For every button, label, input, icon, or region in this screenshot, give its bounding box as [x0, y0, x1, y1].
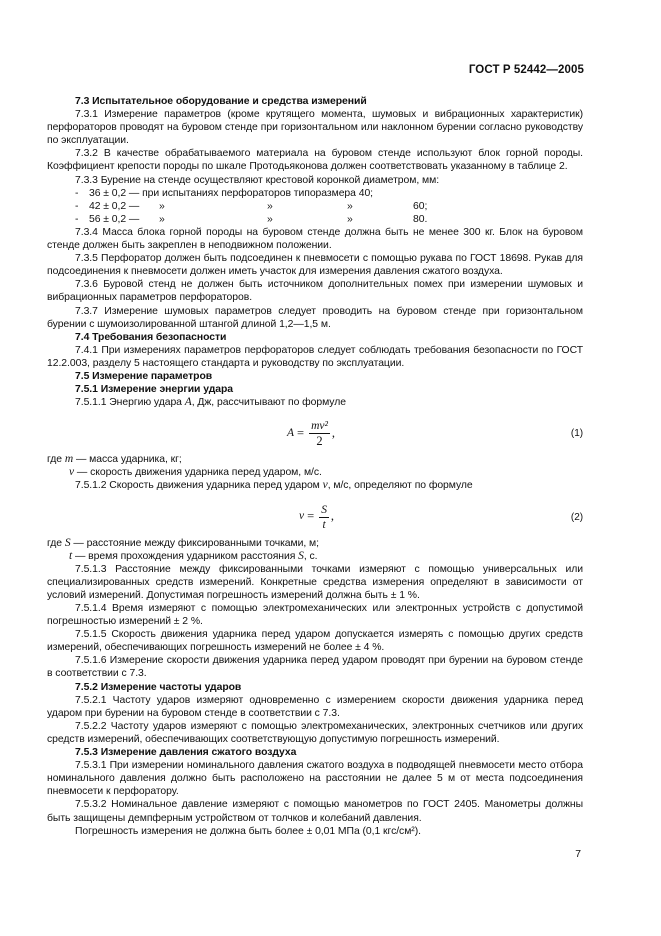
paragraph-7-3-4: 7.3.4 Масса блока горной породы на буровом стенде должна быть не менее 300 кг. Блок на буровом стенде должен быть закреплен в неподвижном положении. [47, 226, 583, 252]
paragraph-7-5-1-2: 7.5.1.2 Скорость движения ударника перед ударом v, м/с, определяют по формуле [75, 479, 473, 492]
formula-1-fraction: $\frac{\text{mv²}}{2}$ [311, 420, 328, 449]
section-7-5-heading: 7.5 Измерение параметров [75, 370, 213, 382]
formula-1 [47, 415, 583, 449]
formula-1-expression: A = $\frac{\text{mv²}}{2}$ , [287, 420, 335, 449]
section-7-5-3-heading: 7.5.3 Измерение давления сжатого воздуха [75, 747, 297, 759]
legend-time: t — время прохождения ударником расстояния S, с. [69, 549, 318, 562]
legend-velocity: v — скорость движения ударника перед ударом, м/с. [69, 466, 322, 479]
diameter-list-item-2: - 42 ± 0,2 — » » » 60; [75, 200, 428, 212]
diameter-list-item-1: - 36 ± 0,2 — при испытаниях перфораторов типоразмера 40; [75, 187, 374, 199]
legend-mass: где m — масса ударника, кг; [47, 453, 182, 466]
paragraph-7-5-2-1: 7.5.2.1 Частоту ударов измеряют одновременно с измерением скорости движения ударника перед ударом при бурении на буровом стенде в соответствии с 7.3. [47, 694, 583, 719]
paragraph-7-3-1: 7.3.1 Измерение параметров (кроме крутящего момента, шумовых и вибрационных характеристик) перфораторов проводят на буровом стенде при горизонтальном или наклонном бурении согласно руководству по эксплуатации. [47, 109, 583, 147]
section-7-3-heading: 7.3 Испытательное оборудование и средства измерений [75, 96, 367, 107]
paragraph-7-3-5: 7.3.5 Перфоратор должен быть подсоединен к пневмосети с помощью рукава по ГОСТ 18698. Рукав для подсоединения к пневмосети должен иметь участок для измерения давления сжатого воздуха. [47, 253, 583, 278]
paragraph-7-5-3-3: Погрешность измерения не должна быть более ± 0,01 МПа (0,1 кгс/см²). [75, 825, 421, 837]
paragraph-7-5-3-2: 7.5.3.2 Номинальное давление измеряют с помощью манометров по ГОСТ 2405. Манометры должны быть защищены демпферным устройством от толчков и колебаний давления. [47, 799, 583, 824]
paragraph-7-5-1-5: 7.5.1.5 Скорость движения ударника перед ударом допускается измерять с помощью других средств измерений, обеспечивающих погрешность измерений не более ± 4 %. [47, 629, 583, 654]
paragraph-7-5-1-1: 7.5.1.1 Энергию удара A, Дж, рассчитывают по формуле [75, 396, 346, 409]
formula-2-fraction: $\frac{S}{t}$ [321, 503, 327, 531]
paragraph-7-5-1-6: 7.5.1.6 Измерение скорости движения ударника перед ударом проводят при бурении на буровом стенде в соответствии с 7.3. [47, 655, 583, 680]
document-header: ГОСТ Р 52442—2005 [468, 64, 584, 76]
section-7-5-2-heading: 7.5.2 Измерение частоты ударов [75, 681, 242, 693]
paragraph-7-4-1: 7.4.1 При измерениях параметров перфораторов следует соблюдать требования безопасности по ГОСТ 12.2.003, разделу 5 настоящего стандарта и руководству по эксплуатации. [47, 344, 583, 369]
page-number: 7 [575, 849, 581, 860]
section-7-4-heading: 7.4 Требования безопасности [75, 331, 227, 343]
legend-distance: где S — расстояние между фиксированными точками, м; [47, 536, 319, 549]
paragraph-7-3-7: 7.3.7 Измерение шумовых параметров следует проводить на буровом стенде при горизонтальном бурении с шумоизолированной штангой длиной 1,2—1,5 м. [47, 305, 583, 330]
paragraph-7-3-6: 7.3.6 Буровой стенд не должен быть источником дополнительных помех при измерении шумовых и вибрационных параметров перфораторов. [47, 279, 583, 304]
paragraph-7-5-1-4: 7.5.1.4 Время измеряют с помощью электромеханических или электронных устройств с допустимой погрешностью измерений ± 2 %. [47, 603, 583, 628]
document-body [47, 95, 583, 838]
paragraph-7-5-2-2: 7.5.2.2 Частоту ударов измеряют с помощью электромеханических, электронных счетчиков или других средств измерений, обеспечивающих соответствующую допустимую погрешность измерений. [47, 720, 583, 745]
diameter-list-item-3: - 56 ± 0,2 — » » » 80. [75, 213, 428, 225]
paragraph-7-5-3-1: 7.5.3.1 При измерении номинального давления сжатого воздуха в подводящей пневмосети место отбора номинального давления должно быть расположено на расстоянии не далее 5 м от места подсоединения пневмосети к перфоратору. [47, 760, 583, 798]
formula-2 [47, 499, 583, 533]
paragraph-7-5-1-3: 7.5.1.3 Расстояние между фиксированными точками измеряют с помощью универсальных или специализированных средств измерений. Конкретные средства измерения определяют в зависимости от условий измерений. Допустимая погрешность измерений должна быть ± 1 %. [47, 563, 583, 601]
section-7-5-1-heading: 7.5.1 Измерение энергии удара [75, 384, 233, 396]
formula-1-number: (1) [570, 428, 583, 440]
formula-2-expression: v = $\frac{S}{t}$ , [299, 503, 334, 531]
paragraph-7-3-3: 7.3.3 Бурение на стенде осуществляют крестовой коронкой диаметром, мм: [75, 174, 440, 186]
formula-2-number: (2) [570, 511, 583, 523]
paragraph-7-3-2: 7.3.2 В качестве обрабатываемого материала на буровом стенде используют блок горной породы. Коэффициент крепости породы по шкале Протодьяконова должен соответствовать указанному в таблице 2. [47, 148, 583, 173]
